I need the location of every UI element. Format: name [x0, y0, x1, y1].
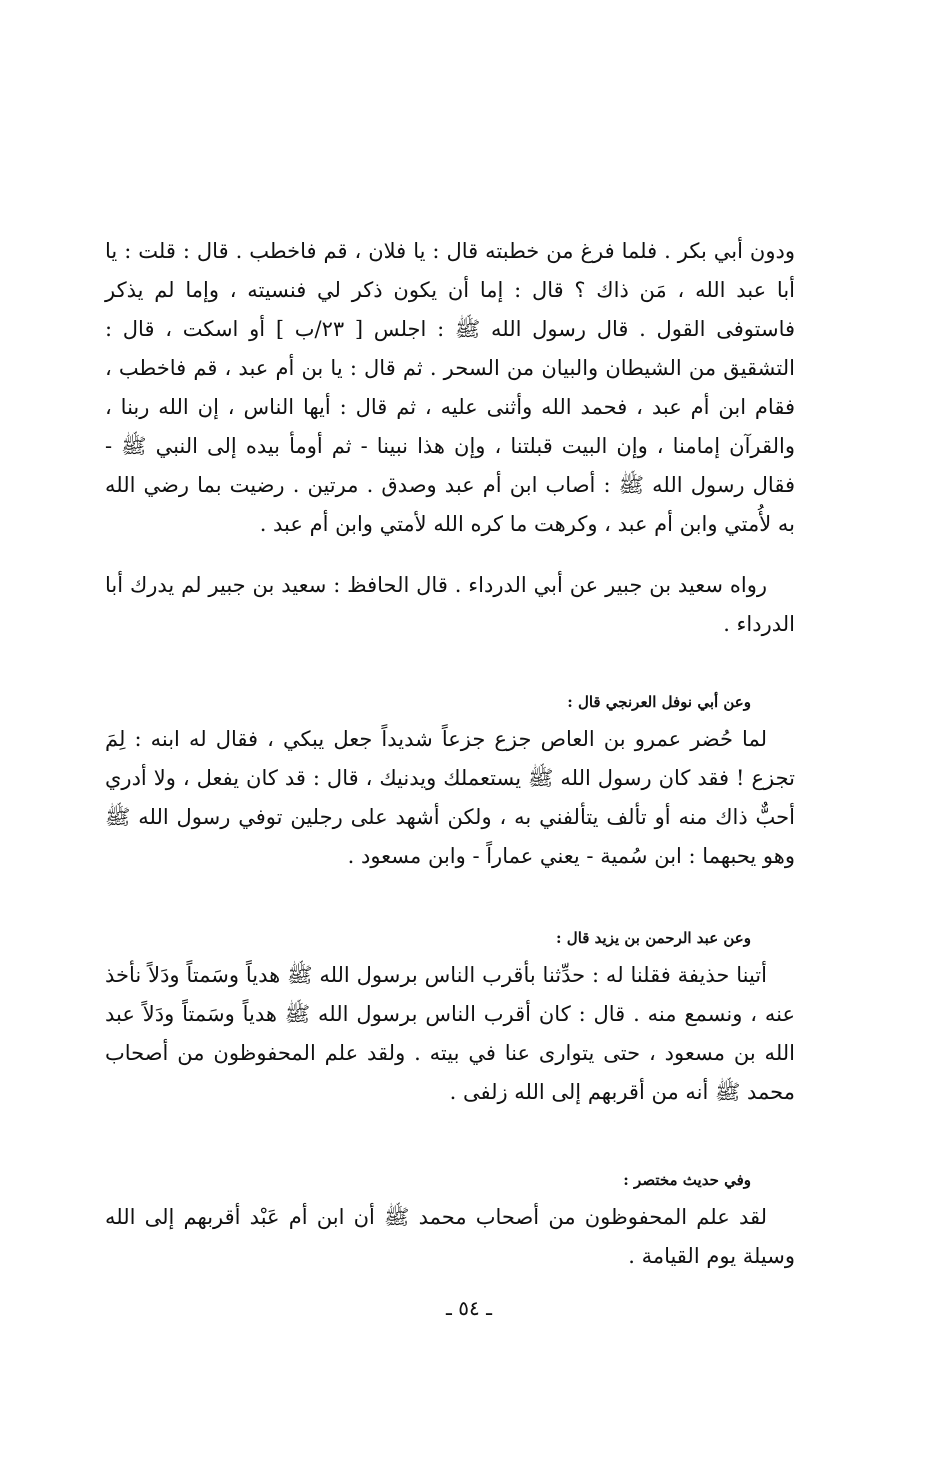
- section-spacer: [105, 544, 795, 566]
- paragraph-riwaya-note: رواه سعيد بن جبير عن أبي الدرداء . قال الحافظ : سعيد بن جبير لم يدرك أبا الدرداء .: [105, 573, 795, 636]
- paragraph-amr-ibn-al-as: لما حُضر عمرو بن العاص جزع جزعاً شديداً جعل يبكي ، فقال له ابنه : لِمَ تجزع ! فقد كان رسول الله ﷺ يستعملك ويدنيك ، قال : قد كان يفعل ، ولا أدري أحبٌّ ذاك منه أو تألف يتألفني به ، ولكن أشهد على رجلين توفي رسول الله ﷺ وهو يحبهما : ابن سُمية - يعني عماراً - وابن مسعود .: [105, 727, 795, 868]
- paragraph-short-hadith: لقد علم المحفوظون من أصحاب محمد ﷺ أن ابن أم عَبْد أقربهم إلى الله وسيلة يوم القيامة .: [105, 1205, 795, 1268]
- section-spacer: [105, 644, 795, 690]
- section-spacer: [105, 876, 795, 926]
- paragraph-hudhayfa: أتينا حذيفة فقلنا له : حدِّثنا بأقرب الناس برسول الله ﷺ هدياً وسَمتاً ودَلاً نأخذ عنه ، ونسمع منه . قال : كان أقرب الناس برسول الله ﷺ هدياً وسَمتاً ودَلاً عبد الله بن مسعود ، حتى يتوارى عنا في بيته . ولقد علم المحفوظون من أصحاب محمد ﷺ أنه من أقربهم إلى الله زلفى .: [105, 963, 795, 1104]
- section-heading-short-hadith: وفي حديث مختصر :: [623, 1171, 751, 1189]
- document-page: [105, 232, 795, 1276]
- section-spacer: [105, 1112, 795, 1168]
- section-heading-abdulrahman: وعن عبد الرحمن بن يزيد قال :: [556, 929, 751, 947]
- page-number: ـ ٥٤ ـ: [446, 1296, 492, 1320]
- paragraph-hadith-khutba: ودون أبي بكر . فلما فرغ من خطبته قال : يا فلان ، قم فاخطب . قال : قلت : يا أبا عبد الله ، مَن ذاك ؟ قال : إما أن يكون ذكر لي فنسيته ، وإما لم يذكر فاستوفى القول . قال رسول الله ﷺ : اجلس [ ٢٣/ب ] أو اسكت ، قال : التشقيق من الشيطان والبيان من السحر . ثم قال : يا بن أم عبد ، قم فاخطب ، فقام ابن أم عبد ، فحمد الله وأثنى عليه ، ثم قال : أيها الناس ، إن الله ربنا ، والقرآن إمامنا ، وإن البيت قبلتنا ، وإن هذا نبينا - ثم أومأ بيده إلى النبي ﷺ - فقال رسول الله ﷺ : أصاب ابن أم عبد وصدق . مرتين . رضيت بما رضي الله به لأُمتي وابن أم عبد ، وكرهت ما كره الله لأمتي وابن أم عبد .: [105, 239, 796, 536]
- section-heading-abi-nawfal: وعن أبي نوفل العرنجي قال :: [567, 693, 751, 711]
